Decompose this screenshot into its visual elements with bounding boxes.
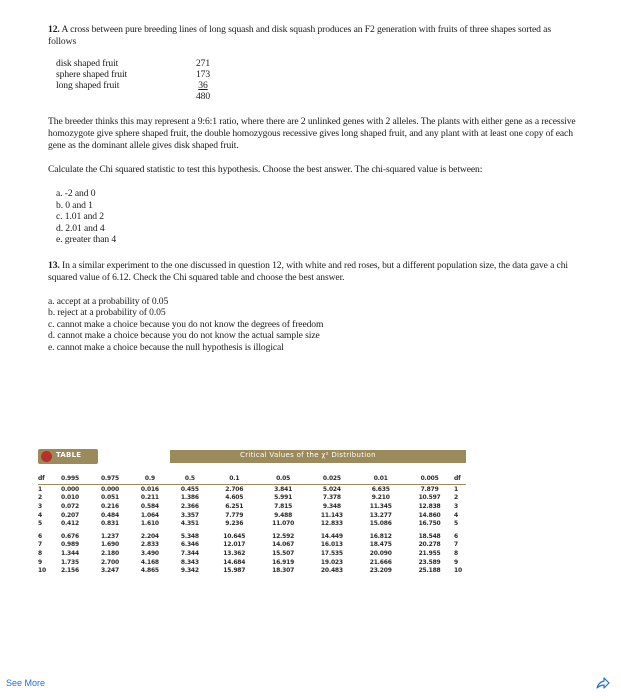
q13-body: In a similar experiment to the one discussed in question 12, with white and red roses, but a different population size, the data gave a chi squared value of 6.12. Check the Chi squared table and choose the best answer. [48,259,568,283]
table-cell: 23.589 [418,558,441,566]
table-cell: 19.023 [320,558,343,566]
answer-choice[interactable]: a. -2 and 0 [56,188,96,199]
table-row [38,502,466,511]
table-cell: 15.086 [369,520,392,528]
table-cell: 9 [38,558,42,566]
table-cell: 0.989 [60,541,79,549]
table-cell: 2.156 [60,567,79,575]
table-cell: 15.507 [272,549,295,557]
fruit-label: long shaped fruit [56,80,120,91]
table-cell: 13.277 [369,511,392,519]
chi-squared-table-figure [38,448,466,583]
table-cell: 20.090 [369,549,392,557]
q12-paragraph: The breeder thinks this may represent a 9:6:1 ratio, where there are 2 unlinked genes with 2 alleles. The plants with either gene as a recessive homozygote give sphere shaped fruit, the double homozygous recessive gives long shaped fruit, and any plant with at least one copy of each gene as the dominant allele gives disk shaped fruit. [48,116,576,151]
table-cell: 6.635 [371,485,390,493]
table-cell: 1.690 [100,541,119,549]
table-cell: 2.706 [225,485,244,493]
fruit-row [56,80,578,91]
table-cell: 9.236 [225,520,244,528]
table-cell: 0.412 [60,520,79,528]
fruit-count [188,80,218,91]
table-cell: 2 [454,494,458,502]
table-title-bar [170,450,466,463]
table-cell: 6 [38,532,42,540]
table-cell: 10.645 [223,532,246,540]
answer-choice[interactable]: c. cannot make a choice because you do not know the degrees of freedom [48,318,324,330]
answer-choice[interactable]: c. 1.01 and 2 [56,211,104,222]
table-cell: 2.204 [140,532,159,540]
table-header-cell: 0.9 [130,472,170,485]
fruit-count-table [56,58,578,102]
table-cell: 21.666 [369,558,392,566]
table-cell: 4.605 [225,494,244,502]
table-cell: 18.548 [418,532,441,540]
table-cell: 2.700 [100,558,119,566]
q12-choices [56,188,578,246]
table-cell: 0.072 [60,502,79,510]
q12-intro-text: A cross between pure breeding lines of long squash and disk squash produces an F2 generation with fruits of three shapes sorted as follows [48,24,551,47]
table-cell: 16.812 [369,532,392,540]
table-header-cell: df [454,472,466,485]
table-cell: 21.955 [418,549,441,557]
table-cell: 9.342 [180,567,199,575]
table-cell: 7.344 [180,549,199,557]
table-cell: 12.838 [418,502,441,510]
table-header-row [38,472,466,485]
table-cell: 9.488 [274,511,293,519]
table-cell: 25.188 [418,567,441,575]
table-cell: 11.345 [369,502,392,510]
fruit-total-row [56,91,578,102]
table-cell: 23.209 [369,567,392,575]
table-row [38,558,466,567]
table-cell: 0.484 [100,511,119,519]
table-cell: 2 [38,494,42,502]
table-row [38,519,466,528]
fruit-count: 173 [195,69,211,80]
table-cell: 0.016 [140,485,159,493]
table-cell: 3 [38,502,42,510]
table-cell: 20.483 [320,567,343,575]
table-cell: 2.180 [100,549,119,557]
table-row [38,566,466,575]
table-cell: 9.210 [371,494,390,502]
fruit-total: 480 [195,91,211,102]
table-cell: 12.592 [272,532,295,540]
answer-choice[interactable]: d. 2.01 and 4 [56,222,105,234]
table-cell: 4.168 [140,558,159,566]
table-header-cell: 0.1 [210,472,259,485]
table-cell: 3.841 [274,485,293,493]
chi-squared-table [38,472,466,575]
table-cell: 1.735 [60,558,79,566]
table-header-cell: df [38,472,50,485]
table-header-cell: 0.05 [259,472,308,485]
table-cell: 2.366 [180,502,199,510]
fruit-label: sphere shaped fruit [56,69,128,80]
table-cell: 0.676 [60,532,79,540]
fruit-count: 271 [195,58,211,69]
table-header-cell: 0.5 [170,472,210,485]
fruit-row [56,58,578,69]
table-header-cell: 0.975 [90,472,130,485]
table-row [38,511,466,520]
q13-number: 13. [48,259,60,271]
table-cell: 7 [38,541,42,549]
q12-prompt: Calculate the Chi squared statistic to test this hypothesis. Choose the best answer. The chi-squared value is between: [48,164,483,175]
fruit-count-underlined: 36 [198,80,208,91]
table-row [38,541,466,550]
table-cell: 14.067 [272,541,295,549]
table-cell: 6 [454,532,458,540]
table-cell: 9.348 [322,502,341,510]
table-cell: 1.064 [140,511,159,519]
table-cell: 1.237 [100,532,119,540]
table-cell: 1 [454,485,458,493]
table-header-cell: 0.005 [405,472,454,485]
table-cell: 7.879 [420,485,439,493]
table-cell: 5 [38,520,42,528]
table-header-cell: 0.01 [356,472,405,485]
table-cell: 14.684 [223,558,246,566]
share-icon[interactable] [596,676,610,690]
table-cell: 18.307 [272,567,295,575]
table-cell: 11.143 [320,511,343,519]
table-cell: 4.351 [180,520,199,528]
q13-text [48,260,578,284]
table-cell: 0.216 [100,502,119,510]
badge-dot-icon [41,451,52,462]
table-badge-label: TABLE [56,451,82,459]
table-cell: 16.919 [272,558,295,566]
table-cell: 8 [454,549,458,557]
fruit-row [56,69,578,80]
table-cell: 10 [38,567,46,575]
table-cell: 15.987 [223,567,246,575]
table-cell: 4.865 [140,567,159,575]
answer-choice[interactable]: d. cannot make a choice because you do not know the actual sample size [48,330,320,341]
table-cell: 13.362 [223,549,246,557]
table-cell: 8.343 [180,558,199,566]
table-cell: 5.348 [180,532,199,540]
table-cell: 3.490 [140,549,159,557]
table-cell: 14.860 [418,511,441,519]
table-cell: 18.475 [369,541,392,549]
table-cell: 0.211 [140,494,159,502]
table-cell: 8 [38,549,42,557]
q12-number: 12. [48,24,60,35]
table-cell: 16.013 [320,541,343,549]
table-cell: 0.207 [60,511,79,519]
see-more-link[interactable]: See More [6,678,46,688]
table-cell: 1.610 [140,520,159,528]
table-cell: 0.010 [60,494,79,502]
table-cell: 3.357 [180,511,199,519]
table-cell: 5.024 [322,485,341,493]
table-cell: 10.597 [418,494,441,502]
table-title: Critical Values of the χ² Distribution [240,451,376,459]
table-badge [38,449,98,464]
table-cell: 6.251 [225,502,244,510]
table-row [38,532,466,541]
table-cell: 1.386 [180,494,199,502]
question-document [48,24,578,369]
table-cell: 0.000 [100,485,119,493]
q12-intro [48,24,578,48]
table-cell: 3.247 [100,567,119,575]
fruit-label: disk shaped fruit [56,58,119,69]
table-cell: 17.535 [320,549,343,557]
table-cell: 12.017 [223,541,246,549]
table-cell: 0.455 [180,485,199,493]
table-row [38,549,466,558]
table-row [38,485,466,494]
table-cell: 20.278 [418,541,441,549]
table-cell: 12.833 [320,520,343,528]
table-cell: 10 [454,567,462,575]
table-cell: 4 [38,511,42,519]
table-cell: 16.750 [418,520,441,528]
table-cell: 1 [38,485,42,493]
table-row [38,494,466,503]
table-cell: 3 [454,502,458,510]
table-cell: 2.833 [140,541,159,549]
table-cell: 5 [454,520,458,528]
table-cell: 0.051 [100,494,119,502]
table-cell: 1.344 [60,549,79,557]
answer-choice[interactable]: b. 0 and 1 [56,199,93,211]
answer-choice[interactable]: a. accept at a probability of 0.05 [48,295,169,307]
table-cell: 0.000 [60,485,79,493]
table-cell: 6.346 [180,541,199,549]
table-header-cell: 0.995 [50,472,90,485]
table-cell: 7 [454,541,458,549]
table-cell: 11.070 [272,520,295,528]
table-cell: 4 [454,511,458,519]
answer-choice[interactable]: e. greater than 4 [56,234,117,245]
fruit-total-spacer [56,91,188,102]
table-cell: 9 [454,558,458,566]
table-cell: 7.815 [274,502,293,510]
answer-choice[interactable]: b. reject at a probability of 0.05 [48,307,166,318]
q13-choices [48,296,578,354]
table-cell: 7.378 [322,494,341,502]
table-header-cell: 0.025 [308,472,357,485]
table-cell: 14.449 [320,532,343,540]
table-cell: 0.584 [140,502,159,510]
answer-choice[interactable]: e. cannot make a choice because the null hypothesis is illogical [48,341,284,353]
table-cell: 0.831 [100,520,119,528]
table-cell: 5.991 [274,494,293,502]
table-cell: 7.779 [225,511,244,519]
table-body [38,485,466,575]
